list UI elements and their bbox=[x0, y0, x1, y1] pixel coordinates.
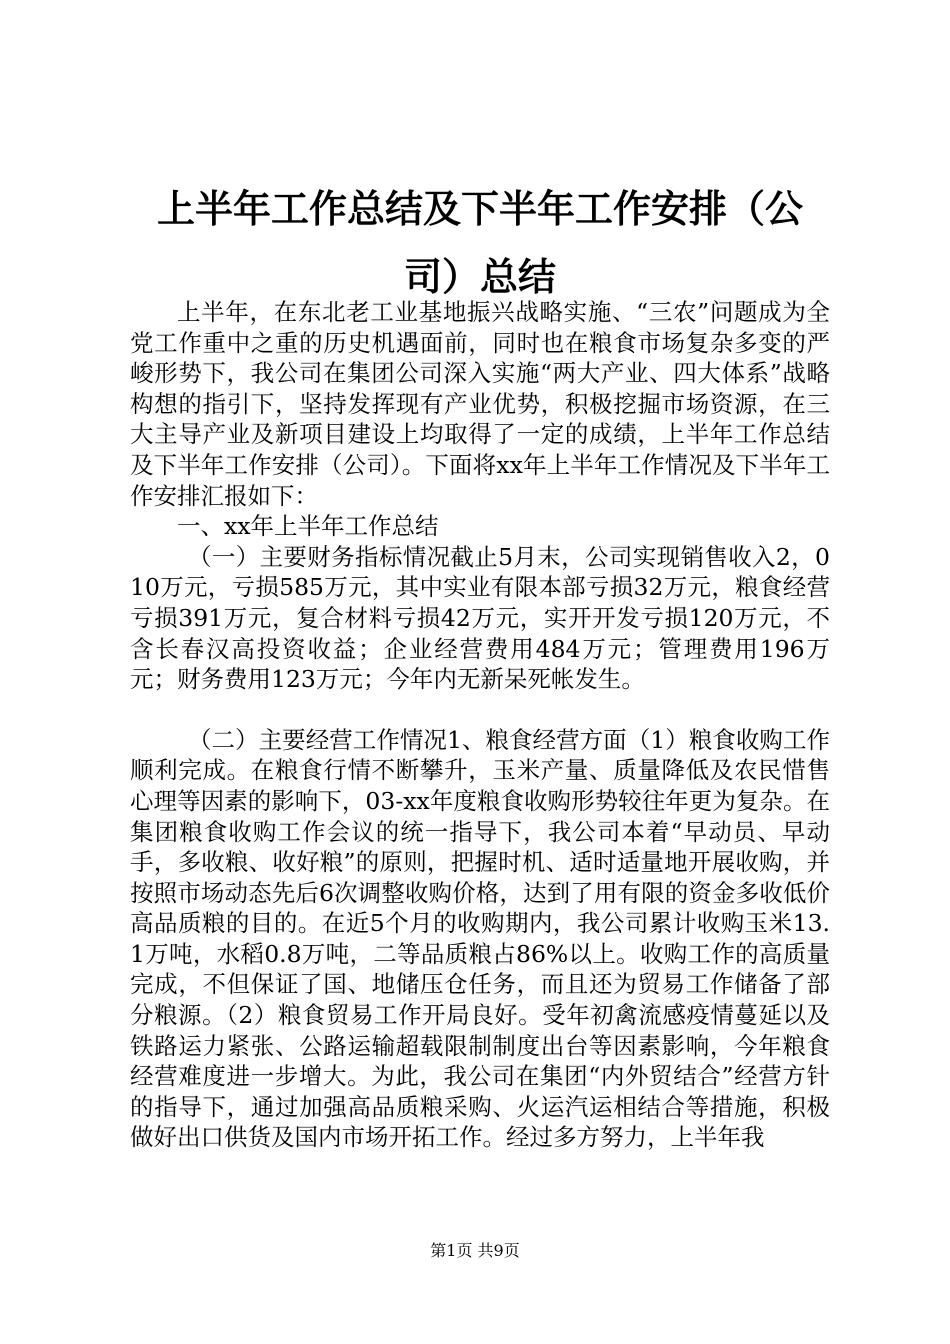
document-title: 上半年工作总结及下半年工作安排（公司）总结 bbox=[156, 187, 803, 299]
paragraph-intro: 上半年，在东北老工业基地振兴战略实施、“三农”问题成为全党工作重中之重的历史机遇面前，同时也在粮食市场复杂多变的严峻形势下，我公司在集团公司深入实施“两大产业、四大体系”战略构想的指引下，坚持发挥现有产业优势，积极挖掘市场资源，在三大主导产业及新项目建设上均取得了一定的成绩，上半年工作总结及下半年工作安排（公司）。下面将xx年上半年工作情况及下半年工作安排汇报如下： bbox=[130, 298, 830, 510]
page-number: 第1页 共9页 bbox=[430, 1241, 520, 1260]
paragraph-financial: （一）主要财务指标情况截止5月末，公司实现销售收入2，010万元，亏损585万元，其中实业有限本部亏损32万元，粮食经营亏损391万元，复合材料亏损42万元，实开开发亏损120万元，不含长春汉高投资收益；企业经营费用484万元；管理费用196万元；财务费用123万元；今年内无新呆死帐发生。 bbox=[130, 542, 830, 694]
paragraph-operations: （二）主要经营工作情况1、粮食经营方面（1）粮食收购工作顺利完成。在粮食行情不断攀升，玉米产量、质量降低及农民惜售心理等因素的影响下，03-xx年度粮食收购形势较往年更为复杂。在集团粮食收购工作会议的统一指导下，我公司本着“早动员、早动手，多收粮、收好粮”的原则，把握时机、适时适量地开展收购，并按照市场动态先后6次调整收购价格，达到了用有限的资金多收低价高品质粮的目的。在近5个月的收购期内，我公司累计收购玉米13.1万吨，水稻0.8万吨，二等品质粮占86%以上。收购工作的高质量完成，不但保证了国、地储压仓任务，而且还为贸易工作储备了部分粮源。（2）粮食贸易工作开局良好。受年初禽流感疫情蔓延以及铁路运力紧张、公路运输超载限制制度出台等因素影响，今年粮食经营难度进一步增大。为此，我公司在集团“内外贸结合”经营方针的指导下，通过加强高品质粮采购、火运汽运相结合等措施，积极做好出口供货及国内市场开拓工作。经过多方努力，上半年我 bbox=[130, 725, 830, 1152]
section-heading: 一、xx年上半年工作总结 bbox=[177, 512, 439, 541]
document-body bbox=[130, 297, 830, 1153]
